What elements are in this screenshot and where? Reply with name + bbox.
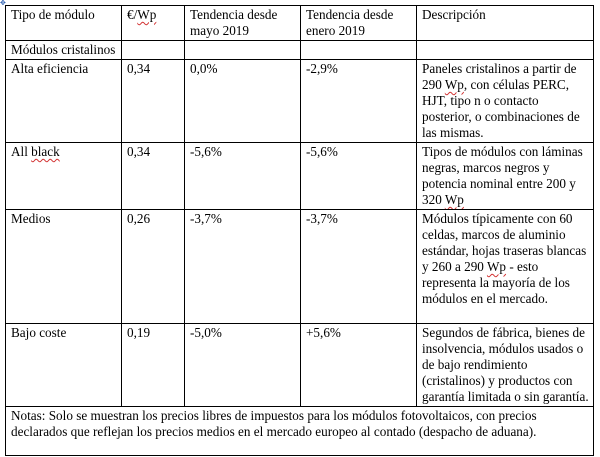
table-row	[6, 324, 594, 407]
header-price: €/Wp	[122, 6, 185, 41]
price-cell: 0,26	[122, 210, 185, 324]
trend-may-cell: -3,7%	[185, 210, 301, 324]
table-move-handle-icon[interactable]: ✥	[0, 0, 6, 7]
table-notes: Notas: Solo se muestran los precios libres de impuestos para los módulos fotovoltaicos, con precios declarados que reflejan los precios medios en el mercado europeo al contado (despacho de aduana).	[6, 407, 594, 456]
description-cell: Tipos de módulos con láminas negras, marcos negros y potencia nominal entre 200 y 320 Wp	[417, 143, 594, 210]
module-type-cell: Bajo coste	[6, 324, 122, 407]
price-cell: 0,19	[122, 324, 185, 407]
table-row	[6, 210, 594, 324]
section-row	[6, 41, 594, 60]
description-cell: Paneles cristalinos a partir de 290 Wp, con células PERC, HJT, tipo n o contacto posterior, o combinaciones de las mismas.	[417, 60, 594, 143]
module-price-table	[5, 5, 594, 456]
header-description: Descripción	[417, 6, 594, 41]
trend-may-cell: -5,6%	[185, 143, 301, 210]
trend-jan-cell: +5,6%	[301, 324, 417, 407]
table-row	[6, 143, 594, 210]
section-empty-cell	[417, 41, 594, 60]
header-trend-jan: Tendencia desde enero 2019	[301, 6, 417, 41]
trend-may-cell: -5,0%	[185, 324, 301, 407]
trend-jan-cell: -2,9%	[301, 60, 417, 143]
description-cell: Módulos típicamente con 60 celdas, marcos de aluminio estándar, hojas traseras blancas y 260 a 290 Wp - esto representa la mayoría de los módulos en el mercado.	[417, 210, 594, 324]
header-trend-may: Tendencia desde mayo 2019	[185, 6, 301, 41]
header-module-type: Tipo de módulo	[6, 6, 122, 41]
section-empty-cell	[122, 41, 185, 60]
trend-jan-cell: -3,7%	[301, 210, 417, 324]
module-type-cell: All black	[6, 143, 122, 210]
module-type-cell: Alta eficiencia	[6, 60, 122, 143]
trend-may-cell: 0,0%	[185, 60, 301, 143]
section-empty-cell	[301, 41, 417, 60]
table-row	[6, 60, 594, 143]
section-label: Módulos cristalinos	[6, 41, 122, 60]
table-header-row	[6, 6, 594, 41]
price-cell: 0,34	[122, 143, 185, 210]
trend-jan-cell: -5,6%	[301, 143, 417, 210]
section-empty-cell	[185, 41, 301, 60]
description-cell: Segundos de fábrica, bienes de insolvencia, módulos usados o de bajo rendimiento (cristalinos) y productos con garantía limitada o sin garantía.	[417, 324, 594, 407]
module-type-cell: Medios	[6, 210, 122, 324]
notes-row	[6, 407, 594, 456]
price-cell: 0,34	[122, 60, 185, 143]
